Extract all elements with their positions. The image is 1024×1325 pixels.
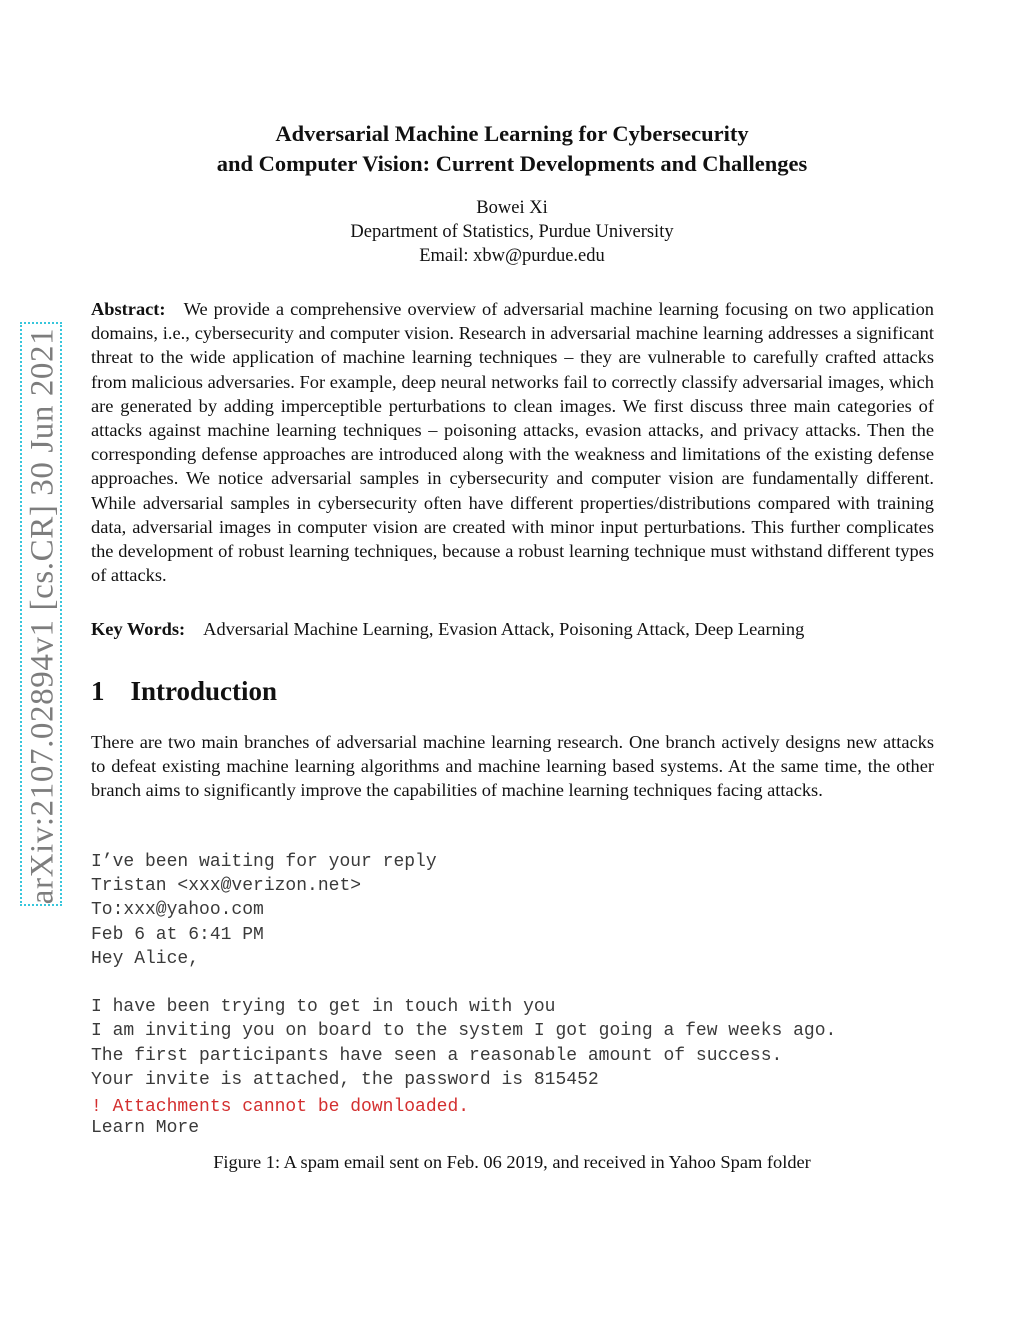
keywords-text: Adversarial Machine Learning, Evasion Attack, Poisoning Attack, Deep Learning (203, 619, 805, 639)
section-heading (91, 676, 277, 707)
email-recipient: To:xxx@yahoo.com (91, 900, 264, 921)
email-subject: I’ve been waiting for your reply (91, 852, 437, 872)
abstract-text: We provide a comprehensive overview of adversarial machine learning focusing on two application domains, i.e., cybersecurity and computer vision. Research in adversarial machine learning addresses a significant threat to the wide application of machine learning techniques – they are vulnerable to carefully crafted attacks from malicious adversaries. For example, deep neural networks fail to correctly classify adversarial images, which are generated by adding imperceptible perturbations to clean images. We first discuss three main categories of attacks against machine learning techniques – poisoning attacks, evasion attacks, and privacy attacks. Then the corresponding defense approaches are introduced along with the weakness and limitations of the existing defense approaches. We notice adversarial samples in cybersecurity and computer vision are fundamentally different. While adversarial samples in cybersecurity often have different properties/distributions compared with training data, adversarial images in computer vision are created with minor input perturbations. This further complicates the development of robust learning techniques, because a robust learning technique must withstand different types of attacks. (91, 299, 934, 586)
arxiv-id: arXiv:2107.02894v1 [cs.CR] 30 Jun 2021 (24, 327, 61, 905)
paper-title (90, 119, 934, 179)
author-block (90, 196, 934, 268)
intro-paragraph: There are two main branches of adversarial machine learning research. One branch actively designs new attacks to defeat existing machine learning algorithms and machine learning based systems. At the same time, the other branch aims to significantly improve the capabilities of machine learning techniques facing attacks. (91, 732, 934, 801)
email-sender: Tristan <xxx@verizon.net> (91, 876, 362, 897)
spam-email-figure (91, 850, 836, 1139)
abstract-label: Abstract: (91, 299, 166, 319)
section-title: Introduction (130, 676, 278, 706)
title-line-1: Adversarial Machine Learning for Cybersecurity (275, 121, 749, 146)
email-body-line: The first participants have seen a reasonable amount of success. (91, 1045, 783, 1066)
email-greeting: Hey Alice, (91, 948, 200, 969)
email-body-line: Your invite is attached, the password is 815452 (91, 1069, 599, 1090)
affiliation: Department of Statistics, Purdue University (350, 222, 674, 242)
email-blank-line (91, 971, 836, 995)
email-body-line: I have been trying to get in touch with you (91, 997, 556, 1018)
email-body-line: I am inviting you on board to the system I got going a few weeks ago. (91, 1021, 837, 1042)
email-date: Feb 6 at 6:41 PM (91, 924, 264, 945)
section-number: 1 (91, 676, 105, 706)
keywords-label: Key Words: (91, 619, 186, 639)
learn-more-link: Learn More (91, 1117, 200, 1138)
figure-caption: Figure 1: A spam email sent on Feb. 06 2019, and received in Yahoo Spam folder (213, 1152, 811, 1172)
abstract (91, 297, 934, 587)
author-email: Email: xbw@purdue.edu (419, 246, 605, 266)
arxiv-stamp (20, 322, 62, 906)
attachment-warning: ! Attachments cannot be downloaded. (91, 1096, 470, 1117)
title-line-2: and Computer Vision: Current Developments and Challenges (216, 151, 808, 176)
keywords (91, 617, 934, 641)
author-name: Bowei Xi (476, 198, 548, 218)
